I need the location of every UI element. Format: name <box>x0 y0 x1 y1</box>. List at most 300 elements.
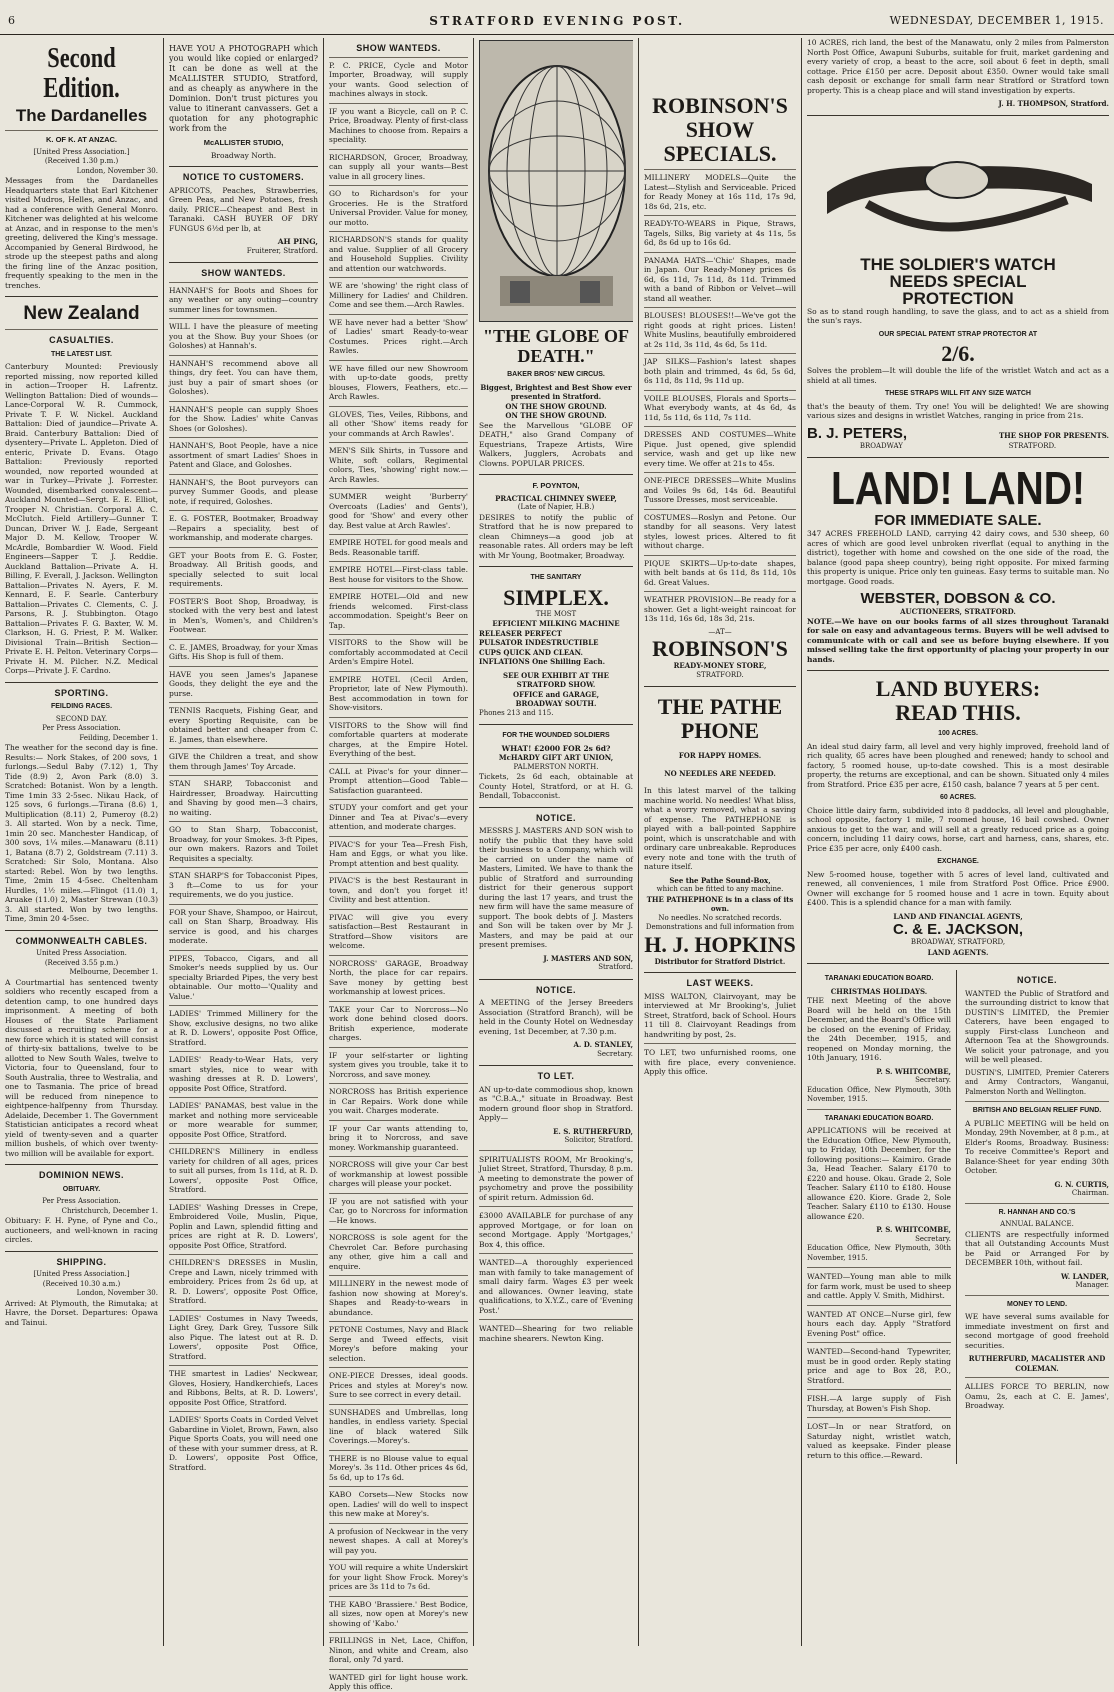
signature: W. LANDER, <box>1060 1271 1109 1281</box>
classified-ad-text: EMPIRE HOTEL—Old and new friends welcomed. First-class accommodation. Speight's Beer on Tap. <box>329 592 468 630</box>
edition-heading: Second Edition. <box>43 43 120 104</box>
board-heading: TARANAKI EDUCATION BOARD. <box>824 1114 934 1122</box>
classified-ad <box>169 547 318 589</box>
bottom-split <box>807 970 1109 1464</box>
signature-title: Secretary. <box>915 1234 951 1243</box>
classified-ad-text: HANNAH'S, Boot People, have a nice assortment of smart Ladies' Shoes in Patent and Glace, and Goloshes. <box>169 441 318 469</box>
masthead <box>0 0 1114 35</box>
property-body: Choice little dairy farm, subdivided into 8 paddocks, all level and ploughable, school opposite, factory 1 mile, 7 roomed house, 16 bail cowshed. Owner anxious to get to the war, and will sell at a greatly reduced price as a going concern, including 11 dairy cows, horse, cart and harness, cans, shares, etc. Price £35 per acre, only £400 cash. <box>807 805 1109 853</box>
classified-ad-text: C. E. JAMES, Broadway, for your Xmas Gifts. His Shop is full of them. <box>169 642 318 661</box>
classified-ad <box>169 904 318 946</box>
studio-name: McALLISTER STUDIO, <box>203 138 284 147</box>
classified-ad-text: WE have filled our new Showroom with up-to-date goods, pretty blouses, Flowers, Feathers, etc.—Arch Rawles. <box>329 363 468 401</box>
classified-ad <box>329 442 468 484</box>
classified-ad-text: HANNAH'S people can supply Shoes for the Show. Ladies' white Canvas Shoes (or Goloshes). <box>169 404 318 433</box>
signature: P. S. WHITCOMBE, <box>876 1225 951 1234</box>
watch-body: So as to stand rough handling, to save the glass, and to act as a shield from the sun's rays. <box>807 306 1109 325</box>
signature: J. H. THOMPSON, Stratford. <box>998 99 1109 108</box>
board-office: Education Office, New Plymouth, 30th November, 1915. <box>807 1244 951 1262</box>
simplex-line: OFFICE and GARAGE, <box>512 689 600 699</box>
jersey-body: A MEETING of the Jersey Breeders Association (Stratford Branch), will be held in the County Hotel on Wednesday evening, 1st December, at 7.30 p.m. <box>479 998 633 1036</box>
classified-ad-text: HANNAH'S for Boots and Shoes for any weather or any outing—country summer lines for townsmen. <box>169 285 318 314</box>
show-wanteds-heading: SHOW WANTEDS. <box>356 43 441 53</box>
jackson-role: LAND AGENTS. <box>927 947 989 957</box>
studio-address: Broadway North. <box>210 150 277 160</box>
money-body: WE have several sums available for immediate investment on first and second mortgage of good freehold securities. <box>965 1312 1109 1350</box>
classified-ad <box>329 1047 468 1080</box>
classified-ad-text: VISITORS to the Show will be comfortably accommodated at Cecil Arden's Empire Hotel. <box>329 638 468 666</box>
classified-ad-text: PANAMA HATS—'Chic' Shapes, made in Japan. Our Ready-Money prices 6s 6d, 6s 11d, 7s 11d, 8s 11d. Trimmed with a band of Ribbon or Velvet—will stand all weather. <box>644 255 796 303</box>
shipping-heading: SHIPPING. <box>56 1256 107 1267</box>
watch-title: NEEDS SPECIAL <box>889 271 1027 291</box>
land-subheadline: FOR IMMEDIATE SALE. <box>874 512 1042 529</box>
classified-ad <box>329 955 468 997</box>
simplex-pretitle: THE SANITARY <box>530 574 582 581</box>
classified-ad-text: MEN'S Silk Shirts, in Tussore and White, soft collars, Regimental colors, Ties, 'showing' right now.—Arch Rawles. <box>329 446 468 484</box>
classified-ad-text: GIVE the Children a treat, and show them through James' Toy Arcade. <box>169 752 318 771</box>
classified-ad <box>329 534 468 557</box>
classified-ad-text: HANNAH'S recommend above all things, dry feet. You can have them, just buy a pair of smart shoes (or Goloshes). <box>169 358 318 396</box>
signature: G. N. CURTIS, <box>1054 1179 1109 1189</box>
pathephone-line: No needles. No scratched records. <box>658 913 782 922</box>
classified-ad <box>169 510 318 543</box>
simplex-title: SIMPLEX. <box>503 584 609 610</box>
classified-ad <box>169 437 318 470</box>
property-heading: EXCHANGE. <box>937 858 979 865</box>
bottom-left <box>807 970 957 1464</box>
classified-ad-text: DRESSES AND COSTUMES—White Pique. Just opened, give splendid service, wash and get up like new every time. We offer at 21s to 45s. <box>644 430 796 468</box>
classified-ad-text: BLOUSES! BLOUSES!!—We've got the right goods at right prices. Listen! White Muslins, beautifully embroidered at 2s 11d, 3s 11d, 4s 6d, 5s 11d. <box>644 311 796 349</box>
classified-ad-text: PIPES, Tobacco, Cigars, and all Smoker's needs supplied by us. Our specialty Briarded Pipes, the very best obtainable. Our motto—'Quality and Value.' <box>169 953 318 1001</box>
circus-location: ON THE SHOW GROUND. <box>505 401 607 411</box>
classified-ad-text: HANNAH'S, the Boot purveyors can purvey Summer Goods, and please note, if required, Goloshes. <box>169 477 318 506</box>
simplex-line: SEE OUR EXHIBIT AT THE STRATFORD SHOW. <box>503 670 609 689</box>
show-wanted-ads <box>169 282 318 1473</box>
classified-ad <box>169 1310 318 1362</box>
signature: E. S. RUTHERFURD, <box>553 1126 633 1136</box>
robinsons-items <box>644 169 796 624</box>
classified-ad <box>169 355 318 397</box>
classified-ad-text: IF your self-starter or lighting system gives you trouble, take it to Norcross, and save money. <box>329 1050 468 1079</box>
spiritualist-ad: SPIRITUALISTS ROOM, Mr Brooking's, Juliet Street, Stratford, Thursday, 8 p.m. A meeting to demonstrate the power of psychometry and prove the possibility of spirit return. Admission 6d. <box>479 1154 633 1202</box>
obituary-heading: OBITUARY. <box>62 1185 101 1193</box>
classified-ad-text: VISITORS to the Show will find comfortable quarters at moderate charges, at the Empire Hotel. Everything of the best. <box>329 720 468 758</box>
byline: Per Press Association. <box>42 1197 121 1205</box>
signature: RUTHERFURD, MACALISTER AND COLEMAN. <box>968 1354 1106 1373</box>
circus-tagline: Biggest, Brightest and Best Show ever presented in Stratford. <box>480 382 632 401</box>
simplex-line: RELEASER PERFECT <box>479 628 562 638</box>
classified-ad-text: LADIES' Ready-to-Wear Hats, very smart styles, nice to wear with washing dresses at R. D. Lowers', opposite Post Office, Stratford. <box>169 1055 318 1093</box>
board-office: Education Office, New Plymouth, 30th November, 1915. <box>807 1085 951 1103</box>
classified-ad <box>329 314 468 356</box>
classified-ad <box>169 639 318 662</box>
classified-ad-text: ONE-PIECE DRESSES—White Muslins and Voiles 9s 6d, 14s 6d. Beautiful Tussore Dresses, most serviceable. <box>644 476 796 504</box>
classified-ad <box>169 401 318 434</box>
apricots-ad: APRICOTS, Peaches, Strawberries, Green Peas, and New Potatoes, fresh daily. PRICE—Cheapest and Best in Taranaki. CASH BUYER OF DRY FUNGUS 6½d per lb, at <box>169 185 318 233</box>
classified-ad-text: JAP SILKS—Fashion's latest shapes both plain and trimmed, 4s 6d, 5s 6d, 6s 11d, 8s 11d, 9s 11d up. <box>644 357 796 385</box>
signature-title: Solicitor, Stratford. <box>564 1136 633 1144</box>
classified-ad-text: P. C. PRICE, Cycle and Motor Importer, Broadway, will supply your wants. Good selection of machines always in stock. <box>329 60 468 98</box>
webster-note: NOTE.—We have on our books farms of all sizes throughout Taranaki for sale on easy and advantageous terms. Buyers will be well advised to communicate with or call and see us before buying elsewhere. If you missed selling take the first opportunity of placing your property in our hands. <box>807 616 1109 664</box>
fish-ad: FISH.—A large supply of Fish Thursday, at Bowen's Fish Shop. <box>807 1394 951 1413</box>
classified-ad <box>169 702 318 744</box>
classified-ad-text: LADIES' PANAMAS, best value in the market and nothing more serviceable or more wearable for summer, opposite Post Office, Stratford. <box>169 1101 318 1139</box>
dustin-signature: DUSTIN'S, LIMITED, Premier Caterers and Army Contractors, Wanganui, Palmerston North and Wellington. <box>965 1068 1109 1096</box>
dateline: London, November 30. <box>76 1289 158 1297</box>
hopkins-name: H. J. HOPKINS <box>644 931 796 957</box>
classified-ad-text: A profusion of Neckwear in the very newest shapes. A call at Morey's will pay you. <box>329 1526 468 1555</box>
pathephone-line: THE PATHEPHONE is in a class of its own. <box>646 894 794 913</box>
sweep-trade: PRACTICAL CHIMNEY SWEEP, <box>495 493 617 503</box>
circus-location: ON THE SHOW GROUND. <box>505 411 607 420</box>
classified-ad-text: THE KABO 'Brassiere.' Best Bodice, all sizes, now open at Morey's new showing of 'Kabo.' <box>329 1599 468 1628</box>
classified-ad <box>169 821 318 863</box>
strap-body: Solves the problem—It will double the life of the wristlet Watch and act as a shield at all times. <box>807 366 1109 385</box>
dardanelles-heading: The Dardanelles <box>15 106 148 125</box>
watch-strap-illustration <box>807 122 1109 252</box>
classified-ad <box>329 103 468 145</box>
classified-ad <box>329 1229 468 1271</box>
show-wanted-ads <box>329 57 468 1692</box>
feilding-heading: FEILDING RACES. <box>50 703 113 710</box>
received-time: (Received 3.55 p.m.) <box>44 958 119 967</box>
classified-ad <box>169 1254 318 1306</box>
dateline: Feilding, December 1. <box>79 733 158 742</box>
classified-ad <box>329 1632 468 1665</box>
classified-ad <box>329 872 468 905</box>
classified-ad <box>329 634 468 667</box>
artunion-body: Tickets, 2s 6d each, obtainable at County Hotel, Stratford, or at H. G. Bendall, Tobacconist. <box>479 772 633 800</box>
classified-ad-text: HAVE you seen James's Japanese Goods, they delight the eye and the purse. <box>169 669 318 698</box>
classified-ad-text: STAN SHARP, Tobacconist and Hairdresser, Broadway. Haircutting and Shaving by good men—3 chairs, no waiting. <box>169 779 318 817</box>
classified-ad <box>329 1450 468 1483</box>
tolet-heading: TO LET. <box>537 1071 575 1081</box>
received-time: (Received 10.30 a.m.) <box>42 1279 121 1288</box>
classified-ad-text: READY-TO-WEARS in Pique, Straws, Tagels, Silks, Big variety at 4s 11s, 5s 6d, 8s 6d up to 16s 6d. <box>644 219 796 247</box>
pathephone-tagline: FOR HAPPY HOMES. <box>678 751 762 760</box>
classified-ad-text: VOILE BLOUSES, Florals and Sports—What everybody wants, at 4s 6d, 4s 11d, 5s 11d, 6s 11d, 7s 11d. <box>644 393 796 422</box>
classified-ad-text: TAKE your Car to Norcross—No work done behind closed doors. British experience, moderate charges. <box>329 1004 468 1042</box>
classified-ad-text: CHILDREN'S DRESSES in Muslin, Crepe and Lawn, nicely trimmed with embroidery. Prices from 2s 6d up, at R. D. Lowers', opposite Post Office, Stratford. <box>169 1258 318 1305</box>
column-ads-2 <box>324 38 474 1691</box>
pathephone-tagline: NO NEEDLES ARE NEEDED. <box>664 768 776 778</box>
dateline: Melbourne, December 1. <box>69 968 158 976</box>
wanted-ad: WANTED—Shearing for two reliable machine shearers. Newton King. <box>479 1324 633 1343</box>
shipping-body: Arrived: At Plymouth, the Rimutaka; at Havre, the Dorset. Departures: Opawa and Tainui. <box>5 1298 158 1327</box>
globe-drawing <box>480 41 633 321</box>
agents-role: LAND AND FINANCIAL AGENTS, <box>893 911 1023 921</box>
classified-ad-text: GET your Boots from E. G. Foster, Broadway. All British goods, and specially selected to suit local requirements. <box>169 550 318 588</box>
notice-heading: NOTICE. <box>535 984 576 995</box>
column-land <box>802 38 1114 1646</box>
simplex-line: INFLATIONS One Shilling Each. <box>479 657 606 666</box>
classified-ad <box>644 591 796 624</box>
board-body: THE next Meeting of the above Board will be held on the 15th December, and the Board's Office will be closed on the evening of Friday, the 24th December, 1915, and reopened on Monday morning, the 10th January, 1916. <box>807 996 951 1062</box>
advertiser-place: Fruiterer, Stratford. <box>246 246 318 255</box>
classified-ad-text: FOSTER'S Boot Shop, Broadway, is stocked with the very best and latest in Men's, Women's, and Children's Footwear. <box>169 596 318 634</box>
classified-ad <box>329 277 468 310</box>
classified-ad-text: GO to Richardson's for your Groceries. He is the Stratford Universal Provider. Value for money, our motto. <box>329 189 468 227</box>
store-place: STRATFORD. <box>696 670 744 679</box>
classified-ad-text: SUMMER weight 'Burberry' Overcoats (Ladies' and Gents'), good for 'Show' and every other day. Best value at Arch Rawles'. <box>329 492 468 530</box>
classified-ad-text: CHILDREN'S Millinery in endless variety for children of all ages, prices to suit all purses, from 1s 11d, at R. D. Lowers', opposite Post Office, Stratford. <box>169 1147 318 1194</box>
classified-ad-text: EMPIRE HOTEL—First-class table. Best house for visitors to the Show. <box>329 565 468 584</box>
money-heading: MONEY TO LEND. <box>1006 1300 1068 1308</box>
globe-of-death-illustration <box>479 40 633 322</box>
classified-ad <box>169 748 318 771</box>
classified-ad-text: IF your Car wants attending to, bring it to Norcross, and save money. Workmanship guaranteed. <box>329 1123 468 1152</box>
classified-ad-text: STAN SHARP'S for Tobacconist Pipes, 3 ft—Come to us for your requirements, we do you justice. <box>169 871 318 899</box>
classified-ad-text: IF you are not satisfied with your Car, go to Norcross for information—He knows. <box>329 1196 468 1225</box>
classified-ad-text: IF you want a Bicycle, call on P. C. Price, Broadway. Plenty of first-class Machines to choose from. Repairs a speciality. <box>329 106 468 144</box>
classified-ad <box>329 488 468 530</box>
sporting-heading: SPORTING. <box>54 687 109 698</box>
clairvoyant-body: MISS WALTON, Clairvoyant, may be interviewed at Mr Brooking's, Juliet Street, Stratford, back of School. Hours 11 till 8. Clairvoyant Readings from handwriting by post, 2s. <box>644 991 796 1039</box>
classified-ad-text: COSTUMES—Roslyn and Petone. Our standby for all seasons. Very latest styles, lowest prices. Altered to fit without charge. <box>644 512 796 550</box>
commonwealth-body: A Courtmartial has sentenced twenty soldiers who recently escaped from a detention camp, to one hundred days imprisonment. A meeting of both Houses of the State Parliament discussed a recruiting scheme for a new force which it is stated will consist of thirty-six battalions, twelve to be allotted to New South Wales, twelve to Victoria, four to Queensland, four to South Australia, three to Westralia, and one to Tasmania. The price of bread will be reduced from ninepence to eightpence-halfpenny from Thursday. Adelaide, December 1. The Government Statistician anticipates a record wheat yield of twenty-seven and a quarter million bushels, of which over twenty-two million will be available for export. <box>5 977 158 1158</box>
classified-ad <box>169 474 318 507</box>
classified-ad-text: STUDY your comfort and get your Dinner and Tea at Pivac's—every attention, and moderate charges. <box>329 803 468 831</box>
relief-body: A PUBLIC MEETING will be held on Monday, 29th November, at 8 p.m., at Elder's Rooms, Broadway. Business: To receive Committee's Report and Balance-Sheet for year ending 30th October. <box>965 1118 1109 1175</box>
classified-ad-text: CALL at Pivac's for your dinner—Prompt attention—Good Table—Satisfaction guaranteed. <box>329 766 468 795</box>
classified-ad-text: WE are 'showing' the right class of Millinery for Ladies' and Children. Come and see them.—Arch Rawles. <box>329 281 468 309</box>
simplex-line: PULSATOR INDESTRUCTIBLE <box>479 638 599 647</box>
board-heading: TARANAKI EDUCATION BOARD. <box>824 975 934 982</box>
classified-ad <box>329 1404 468 1446</box>
classified-ad-text: LADIES' Washing Dresses in Crepe, Embroidered Voile, Muslin, Pique, Poplin and Lawn, splendid fitting and prices are right at R. D. Lowers', opposite Post Office, Stratford. <box>169 1202 318 1250</box>
show-specials-title: SHOW SPECIALS. <box>663 117 777 166</box>
board-body: APPLICATIONS will be received at the Education Office, New Plymouth, up to Friday, 10th December, for the following positions:— Kaimiro. Grade 3a, Head Teacher. Salary £170 to £220 and house. Okau. Grade 2, Sole Teacher. Salary £110 to £180. House allowance £20. Kiore. Grade 2, Sole Teacher. Salary £110 to £130. House allowance £20. <box>807 1126 951 1221</box>
kofk-heading: K. OF K. AT ANZAC. <box>46 135 117 144</box>
classified-ad <box>329 1321 468 1363</box>
classified-ad <box>329 231 468 273</box>
land-headline: LAND! LAND! <box>830 462 1086 514</box>
issue-date: WEDNESDAY, DECEMBER 1, 1915. <box>889 14 1104 27</box>
classified-ad <box>169 867 318 900</box>
photo-ad: HAVE YOU A PHOTOGRAPH which you would like copied or enlarged? It can be done as well at the McALLISTER STUDIO, Stratford, and as cheaply as anywhere in the Dominion. Don't trust pictures you value to itinerant canvassers. Get a quotation for any photographic work from the <box>169 44 318 133</box>
classified-ad-text: GLOVES, Ties, Veiles, Ribbons, and all other 'Show' items ready for your commands at Arch Rawles'. <box>329 409 468 438</box>
classified-ad-text: EMPIRE HOTEL (Cecil Arden, Proprietor, late of New Plymouth). Best accommodation in town for Show-visitors. <box>329 674 468 712</box>
column-ads-1 <box>164 38 324 1646</box>
bottom-right <box>965 970 1109 1464</box>
classified-ad <box>169 1411 318 1472</box>
artunion-heading: FOR THE WOUNDED SOLDIERS <box>502 732 610 739</box>
classified-ad <box>329 763 468 796</box>
masters-body: MESSRS J. MASTERS AND SON wish to notify the public that they have sold their business to a Company, which will be carried on under the name of Masters, Limited. We have to thank the public of Stratford and surrounding district for their generous support during the last 17 years, and trust the new firm will have the same measure of support. The book debts of J. Masters and Son will be taken over by Mr J. Masters, and may be paid at our present premises. <box>479 826 633 949</box>
sweep-origin: (Late of Napier, H.B.) <box>517 503 595 511</box>
classified-ad-text: RICHARDSON, Grocer, Broadway, can supply all your wants—Best value in all grocery lines. <box>329 152 468 181</box>
paper-name: STRATFORD EVENING POST. <box>429 14 685 28</box>
circus-name: BAKER BROS' NEW CIRCUS. <box>507 371 605 378</box>
strap-price: 2/6. <box>941 341 975 366</box>
classified-ad <box>169 1143 318 1195</box>
jackson-address: BROADWAY, STRATFORD, <box>910 938 1006 946</box>
signature-title: Secretary. <box>915 1076 951 1084</box>
tolet-body: AN up-to-date commodious shop, known as "C.B.A.," situate in Broadway. Best modern ground floor shop in Stratford. Apply— <box>479 1084 633 1122</box>
classified-ad <box>644 353 796 386</box>
new-zealand-heading: New Zealand <box>23 303 140 324</box>
strap-offer: OUR SPECIAL PATENT STRAP PROTECTOR AT <box>878 330 1038 338</box>
pathephone-body: In this latest marvel of the talking machine world. No needles! What bliss, what a worry removed, what a saving of expense. The PATHEPHONE is played with a ball-pointed Sapphire point, which is unscratchable and with ordinary care unbreakable. Reproduces every note and tone with the truth of nature itself. <box>644 786 796 871</box>
classified-ad-text: LADIES' Sports Coats in Corded Velvet Gabardine in Violet, Brown, Fawn, also Pique Sports Coats, you will need one of these with your summer dress, at R. D. Lowers', opposite Post Office, Stratford. <box>169 1415 318 1472</box>
classified-ad <box>169 666 318 699</box>
commonwealth-heading: COMMONWEALTH CABLES. <box>15 935 148 946</box>
classified-ad <box>329 185 468 227</box>
lost-ad: LOST—In or near Stratford, on Saturday night, wristlet watch, valued as keepsake. Finder please return to this office.—Reward. <box>807 1422 951 1460</box>
column-robinsons <box>639 38 802 1646</box>
mortgage-ad: £3000 AVAILABLE for purchase of any approved Mortgage, or for loan on second Mortgage. Apply 'Mortgages,' Box 4, this office. <box>479 1211 633 1249</box>
byline: Per Press Association. <box>42 724 121 732</box>
artunion-place: PALMERSTON NORTH. <box>513 762 599 771</box>
classified-ad <box>329 1486 468 1519</box>
signature-title: Chairman. <box>1071 1189 1109 1197</box>
signature-title: Manager. <box>1075 1281 1109 1289</box>
classified-ad <box>169 1097 318 1139</box>
classified-ad-text: THE smartest in Ladies' Neckwear, Gloves, Hosiery, Handkerchiefs, Laces and Ribbons, Belts, at R. D. Lowers', opposite Post Office, Stratford. <box>169 1369 318 1407</box>
property-heading: 60 ACRES. <box>940 794 976 801</box>
classified-ad-text: LADIES' Costumes in Navy Tweeds, Light Grey, Dark Grey, Tussore Silk also Pique. The latest out at R. D. Lowers', opposite Post Office, Stratford. <box>169 1313 318 1361</box>
classified-ad-text: E. G. FOSTER, Bootmaker, Broadway—Repairs a speciality, best of workmanship, and moderate charges. <box>169 514 318 542</box>
tolet-ad: TO LET, two unfurnished rooms, one with fire place, every convenience. Apply this office. <box>644 1048 796 1076</box>
hopkins-role: Distributor for Stratford District. <box>654 956 786 966</box>
classified-ad <box>329 1559 468 1592</box>
article-body: Messages from the Dardanelles Headquarters state that Earl Kitchener visited Mudros, Helles, and Anzac, and had a conference with General Monro. Kitchener was delighted at his welcome at Anzac, and in response to the men's greeting, delivered the King's message. Accompanied by General Birdwood, he strode up the steepest paths and along the firing line of the Anzac position, frequently speaking to the men in the trenches. <box>5 176 158 290</box>
column-circus <box>474 38 639 1646</box>
watch-title: PROTECTION <box>902 288 1014 308</box>
jackson-name: C. & E. JACKSON, <box>892 921 1024 938</box>
sweep-name: F. POYNTON, <box>532 481 580 490</box>
classified-ad <box>329 717 468 759</box>
wanted-ad: WANTED AT ONCE—Nurse girl, few hours each day. Apply "Stratford Evening Post" office. <box>807 1309 951 1338</box>
acres-ad: 10 ACRES, rich land, the best of the Manawatu, only 2 miles from Palmerston North Post Office, Awapuni Suburbs, suitable for fruit, market gardening and every variety of crop, a beast to the acre, soil about 6 feet in depth, small cottage. Price £150 per acre. Deposit about £350. Owner would take small cash deposit or exchange for small farm near Stratford or Stratford town property. This is a cheap place and will stand investigation by experts. <box>807 38 1109 95</box>
store-name: READY-MONEY STORE, <box>673 661 767 670</box>
classified-ad-text: MILLINERY MODELS—Quite the Latest—Stylish and Serviceable. Priced for Ready Money at 16s 11d, 17s 9d, 18s 6d, 21s, etc. <box>644 173 796 211</box>
classified-ad <box>169 1005 318 1047</box>
page-number: 6 <box>8 14 15 27</box>
robinsons-title: ROBINSON'S <box>652 93 788 118</box>
last-weeks-heading: LAST WEEKS. <box>686 978 754 988</box>
pathephone-line: which can be fitted to any machine. <box>656 885 784 893</box>
signature-title: Secretary. <box>597 1049 633 1058</box>
classified-ad <box>644 215 796 248</box>
relief-heading: BRITISH AND BELGIAN RELIEF FUND. <box>972 1107 1102 1114</box>
casualties-body: Canterbury Mounted: Previously reported missing, now reported killed in action—Trooper H. Lafrentz. Wellington Battalion: Died of wounds—Lance-Corporal W. R. Cummock, Private T. F. W. Nickel. Auckland Battalion: Died of jaundice—Private A. Braid. Canterbury Battalion: Died of dysentery—Private L. Appleton. Died of enteric, Private D. Evans. Otago Battalion: Previously reported wounded, now reported wounded at war in Turkey—Private J. Forrester. Wounded, disembarked convalescent—Auckland Mounted—Sergt. E. E. Elliot, Trooper N. Christian. Corporal A. C. McClutch. Field Artillery—Gunner T. Duncan, Driver W. J. Eade, Sergeant Major D. M. Kellow, Trooper W. McArdle, Bombardier W. Wood. Field Engineers—Sapper T. J. Reddie. Auckland Battalion—Private A. H. Billing, F. Everall, J. Jackson. Wellington Battalion—Privates N. Ayers, F. M. Kennard, E. F. Searle. Canterbury Battalion—Privates C. Clements, C. J. Parsons, R. J. Stubbington. Otago Battalion—Privates F. G. Baxter, W. M. Clarkson, H. G. Priest, P. M. Walker. Divisional Train—British Section—Private E. H. Pelton. Veterinary Corps—Private H. M. Pilcher. N.Z. Medical Corps—Private J. F. Cardno. <box>5 362 158 675</box>
simplex-line: EFFICIENT MILKING MACHINE <box>492 619 620 628</box>
sporting-body: The weather for the second day is fine. Results:— Nork Stakes, of 200 sovs, 1 furlongs.—Sedul Baby (7.12) 1, Thy Tide (8.9) 2, Avon Park (8.0) 3. Scratched: Botanist. Won by a length. Time 1min 33 2-5sec. Nikau Hack, of 125 sovs, 6 furlongs.—Tirana (8.6) 1, Multiplication (8.11) 2, Pumeroy (8.2) 3. All started. Won by a neck. Time, 1min 20 sec. Manchester Handicap, of 300 sovs, 1¼ miles.—Manawaru (8.11) 1, Batana (8.7) 2, Goldstream (7.11) 3. Scratched: Sir Solo, Montana. Also started: Rebel. Won by two lengths. Time, 2min 15 4-5sec. Cheltenham Hurdles, 1½ miles.—Flingot (11.0) 1, Aruake (11.0) 2, Master Strewan (10.3) 3. All started. Won by two lengths. Time, 3min 20 4-5sec. <box>5 743 158 923</box>
classified-ad-text: WEATHER PROVISION—Be ready for a shower. Get a light-weight raincoat for 13s 11d, 16s 6d, 18s 3d, 21s. <box>644 595 796 623</box>
classified-ad-text: THERE is no Blouse value to equal Morey's. 3s 11d. Other prices 4s 6d, 5s 6d, up to 17s 6d. <box>329 1453 468 1482</box>
classified-ad-text: ONE-PIECE Dresses, ideal goods. Prices and styles at Morey's now. Sure to see correct in every detail. <box>329 1371 468 1399</box>
classified-ad-text: KABO Corsets—New Stocks now open. Ladies' will do well to inspect this new make at Morey's. <box>329 1490 468 1518</box>
classified-ad-text: PIVAC will give you every satisfaction—Best Restaurant in Stratford—Show visitors are welcome. <box>329 912 468 950</box>
classified-ad-text: LADIES' Trimmed Millinery for the Show, exclusive designs, no two alike at R. D. Lowers', opposite Post Office, Stratford. <box>169 1009 318 1047</box>
classified-ad-text: WE have never had a better 'Show' of Ladies' smart Ready-to-wear Costumes. Prices right.—Arch Rawles. <box>329 317 468 355</box>
webster-name: WEBSTER, DOBSON & CO. <box>860 590 1056 607</box>
property-body: An ideal stud dairy farm, all level and very highly improved, freehold land of rich quality, 65 acres have been ploughed and renewed; handy to school and factory, 5 roomed house, up-to-date cowshed. This is a most desirable property, the returns are exceptional, and can be shown. Situated only 4 miles from Stratford. Price £35 per acre, £150 cash, balance 7 years at 5 per cent. <box>807 741 1109 789</box>
classified-ad <box>329 1596 468 1629</box>
signature: J. MASTERS AND SON, <box>543 953 633 963</box>
classified-ad-text: TENNIS Racquets, Fishing Gear, and every Sporting Requisite, can be obtained better and cheaper from C. E. James, than elsewhere. <box>169 706 318 744</box>
subheading: SECOND DAY. <box>55 714 108 723</box>
notice-heading: NOTICE. <box>1016 975 1057 985</box>
hannah-body: CLIENTS are respectfully informed that all Outstanding Accounts Must be Paid or Arranged For by DECEMBER 10th, without fail. <box>965 1229 1109 1267</box>
classified-ad <box>329 1275 468 1317</box>
peters-name: B. J. PETERS, <box>807 424 908 442</box>
classified-ad <box>329 1367 468 1400</box>
classified-ad <box>329 561 468 584</box>
land-body: 347 ACRES FREEHOLD LAND, carrying 42 dairy cows, and 530 sheep, 60 acres of which are good level unbroken riverflat (equal to anything in the district), together with home and cowshed on the one side of the road, the balance (good papa sheep country), being right opposite. For mixed farming this property is unique. Price only ten guineas. Easy terms to suitable man. No mortgage. Good roads. <box>807 529 1109 586</box>
strap-fit-body: that's the beauty of them. Try one! You will be delighted! We are showing various sizes and designs in wristlet Watches, ranging in price from 21s. <box>807 401 1109 420</box>
classified-ad-text: PIQUE SKIRTS—Up-to-date shapes, with belt bands at 6s 11d, 8s 11d, 10s 6d. Great Values. <box>644 558 796 587</box>
classified-ad <box>169 318 318 351</box>
classified-ad <box>329 671 468 713</box>
column-news <box>0 38 164 1646</box>
wanted-ad: WANTED—Second-hand Typewriter, must be in good order. Reply stating price and age to Box 28, P.O., Stratford. <box>807 1347 951 1385</box>
classified-ad-text: NORCROSS is sole agent for the Chevrolet Car. Before purchasing any other, give him a call and enquire. <box>329 1233 468 1271</box>
classified-ad-text: NORCROSS will give your Car best of workmanship at lowest possible charges will please your pocket. <box>329 1160 468 1188</box>
classified-ad <box>644 472 796 505</box>
classified-ad-text: NORCROSS' GARAGE, Broadway North, the place for car repairs. Save money by getting best workmanship at lowest prices. <box>329 958 468 996</box>
classified-ad-text: EMPIRE HOTEL for good meals and Beds. Reasonable tariff. <box>329 538 468 557</box>
classified-ad-text: GO to Stan Sharp, Tobacconist, Broadway, for your Smokes. 3-ft Pipes, our own makers. Razors and Toilet Requisites a specialty. <box>169 825 318 863</box>
at-label: —AT— <box>708 627 732 636</box>
classified-ad-text: WILL I have the pleasure of meeting you at the Show. Buy your Shoes (or Goloshes) at Hannah's. <box>169 322 318 350</box>
dominion-heading: DOMINION NEWS. <box>39 1170 124 1180</box>
classified-ad <box>644 426 796 468</box>
watch-drawing <box>807 122 1107 252</box>
pathephone-line: See the Pathe Sound-Box, <box>669 875 771 885</box>
pathephone-line: Demonstrations and full information from <box>645 923 795 931</box>
watch-title: THE SOLDIER'S WATCH <box>860 254 1056 274</box>
dateline: Christchurch, December 1. <box>61 1206 158 1215</box>
classified-ad-text: MILLINERY in the newest mode of fashion now showing at Morey's. Shapes and Ready-to-wears in abundance. <box>329 1279 468 1317</box>
land-buyers-heading: LAND BUYERS: <box>875 676 1041 701</box>
classified-ad <box>329 149 468 182</box>
classified-ad <box>329 909 468 951</box>
classified-ad <box>329 406 468 439</box>
dateline: London, November 30. <box>76 166 158 175</box>
signature: P. S. WHITCOMBE, <box>876 1066 951 1076</box>
hannah-subheading: ANNUAL BALANCE. <box>1000 1220 1074 1228</box>
received-time: (Received 1.30 p.m.) <box>44 157 119 165</box>
classified-ad-text: NORCROSS has British experience in Car Repairs. Work done while you wait. Charges moderate. <box>329 1087 468 1115</box>
classified-ad-text: PIVAC'S for your Tea—Fresh Fish, Ham and Eggs, or what you like. Prompt attention and best quality. <box>329 839 468 868</box>
property-heading: 100 ACRES. <box>938 730 978 737</box>
robinsons-title: ROBINSON'S <box>652 636 788 661</box>
classified-ad <box>329 799 468 832</box>
peters-address: BROADWAY <box>859 441 903 450</box>
advertiser-name: AH PING, <box>277 237 318 246</box>
dustin-body: WANTED the Public of Stratford and the surrounding district to know that DUSTIN'S LIMITED, the Premier Caterers, have been engaged to supply First-class Luncheon and Afternoon Tea at the Showgrounds. We solicit your patronage, and you will be well pleased. <box>965 988 1109 1064</box>
circus-body: See the Marvellous "GLOBE OF DEATH," also Grand Company of Equestrians, Trapeze Artists, Wire Walkers, Jugglers, Acrobats and Clowns. POPULAR PRICES. <box>479 420 633 468</box>
classified-ad-text: FRILLINGS in Net, Lace, Chiffon, Ninon, and white and Cream, also floral, only 7d yard. <box>329 1636 468 1664</box>
show-wanteds-heading: SHOW WANTEDS. <box>201 268 286 278</box>
read-this-heading: READ THIS. <box>895 700 1021 725</box>
signature: A. D. STANLEY, <box>573 1040 633 1049</box>
classified-ad-text: YOU will require a white Underskirt for your light Show Frock. Morey's prices are 3s 11d to 7s 6d. <box>329 1563 468 1591</box>
property-body: New 5-roomed house, together with 5 acres of level land, cultivated and renewed, all conveniences, 1 mile from Stratford Post Office. Price £900. Owner will exchange for 5 roomed house and 1 acre in town. Equity about £400. This is a splendid chance for a man with family. <box>807 869 1109 907</box>
classified-ad <box>644 169 796 211</box>
pathephone-title: THE PATHE PHONE <box>657 694 783 743</box>
wanted-ad: WANTED—Young man able to milk for farm work, must be used to sheep and cattle. Apply V. Smith, Midhirst. <box>807 1272 951 1300</box>
classified-ad <box>329 1001 468 1043</box>
strap-fit: THESE STRAPS WILL FIT ANY SIZE WATCH <box>885 390 1031 397</box>
classified-ad <box>644 390 796 423</box>
webster-role: AUCTIONEERS, STRATFORD. <box>900 607 1016 616</box>
classified-ad <box>329 57 468 99</box>
classified-ad <box>644 555 796 588</box>
peters-tag: THE SHOP FOR PRESENTS. <box>998 430 1109 440</box>
